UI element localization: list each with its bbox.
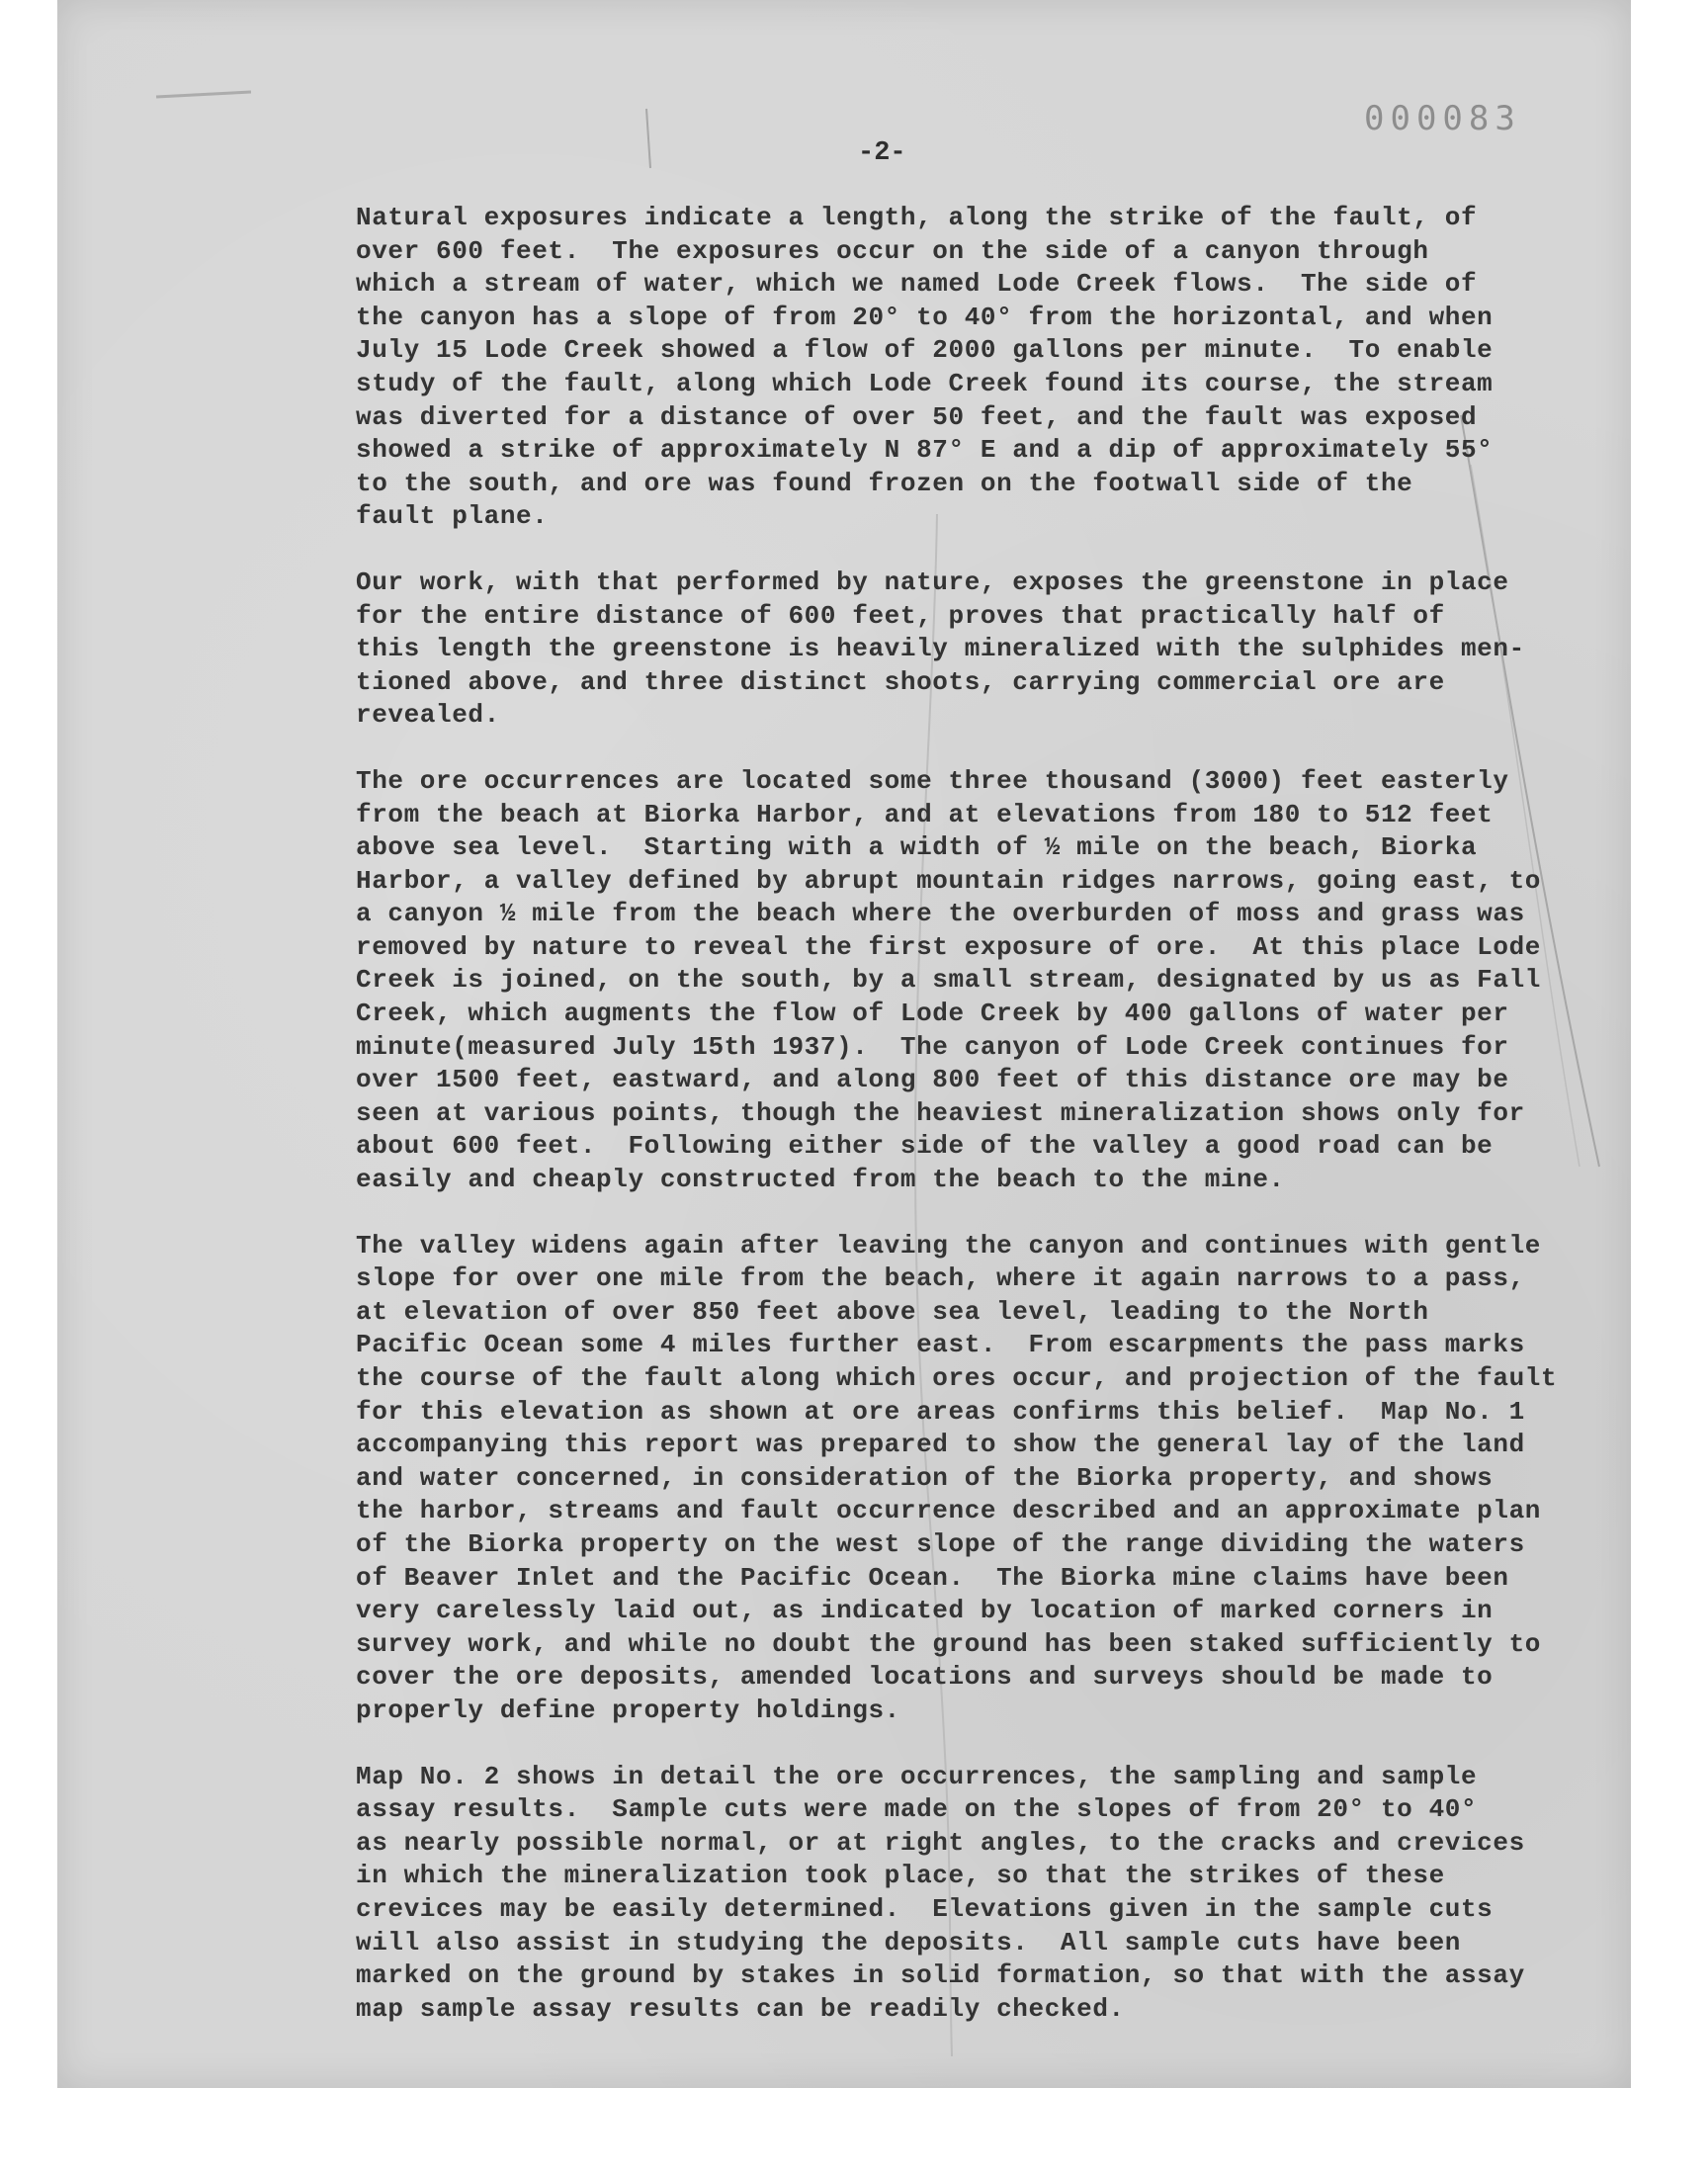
paragraph-valley-and-maps: The valley widens again after leaving the canyon and continues with gentle slope for over one mile from the beach, where it again narrows to a pass, at elevation of over 850 feet above sea level, leading to the North Pacific Ocean some 4 miles further east. From escarpments the pass marks the course of the fault along which ores occur, and projection of the fault for this elevation as shown at ore areas confirms this belief. Map No. 1 accompanying this report was prepared to show the general lay of the land and water concerned, in consideration of the Biorka property, and shows the harbor, streams and fault occurrence described and an approximate plan of the Biorka property on the west slope of the range dividing the waters of Beaver Inlet and the Pacific Ocean. The Biorka mine claims have been very carelessly laid out, as indicated by location of marked corners in survey work, and while no doubt the ground has been staked sufficiently to cover the ore deposits, amended locations and surveys should be made to properly define property holdings.: [356, 1230, 1558, 1725]
document-stamp-number: 000083: [1364, 99, 1521, 138]
document-body: [356, 202, 1641, 2026]
page-number: -2-: [858, 138, 906, 168]
pen-mark: [156, 90, 251, 98]
paragraph-greenstone: Our work, with that performed by nature, exposes the greenstone in place for the entire distance of 600 feet, proves that practically half of this length the greenstone is heavily mineralized with the sulphides men- tioned above, and three distinct shoots, carrying commercial ore are revealed.: [356, 566, 1525, 731]
paragraph-fault-exposure: Natural exposures indicate a length, along the strike of the fault, of over 600 feet. The exposures occur on the side of a canyon through which a stream of water, which we named Lode Creek flows. The side of the canyon has a slope of from 20° to 40° from the horizontal, and when July 15 Lode Creek showed a flow of 2000 gallons per minute. To enable study of the fault, along which Lode Creek found its course, the stream was diverted for a distance of over 50 feet, and the fault was exposed showed a strike of approximately N 87° E and a dip of approximately 55° to the south, and ore was found frozen on the footwall side of the fault plane.: [356, 203, 1494, 532]
scanned-page: [57, 0, 1631, 2088]
paragraph-sampling: Map No. 2 shows in detail the ore occurrences, the sampling and sample assay results. Sample cuts were made on the slopes of from 20° to 40° as nearly possible normal, or at right angles, to the cracks and crevices in which the mineralization took place, so that the strikes of these crevices may be easily determined. Elevations given in the sample cuts will also assist in studying the deposits. All sample cuts have been marked on the ground by stakes in solid formation, so that with the assay map sample assay results can be readily checked.: [356, 1761, 1525, 2024]
paragraph-ore-occurrences: The ore occurrences are located some three thousand (3000) feet easterly from the beach at Biorka Harbor, and at elevations from 180 to 512 feet above sea level. Starting with a width of ½ mile on the beach, Biorka Harbor, a valley defined by abrupt mountain ridges narrows, going east, to a canyon ½ mile from the beach where the overburden of moss and grass was removed by nature to reveal the first exposure of ore. At this place Lode Creek is joined, on the south, by a small stream, designated by us as Fall Creek, which augments the flow of Lode Creek by 400 gallons of water per minute(measured July 15th 1937). The canyon of Lode Creek continues for over 1500 feet, eastward, and along 800 feet of this distance ore may be seen at various points, though the heaviest mineralization shows only for about 600 feet. Following either side of the valley a good road can be easily and cheaply constructed from the beach to the mine.: [356, 765, 1541, 1195]
